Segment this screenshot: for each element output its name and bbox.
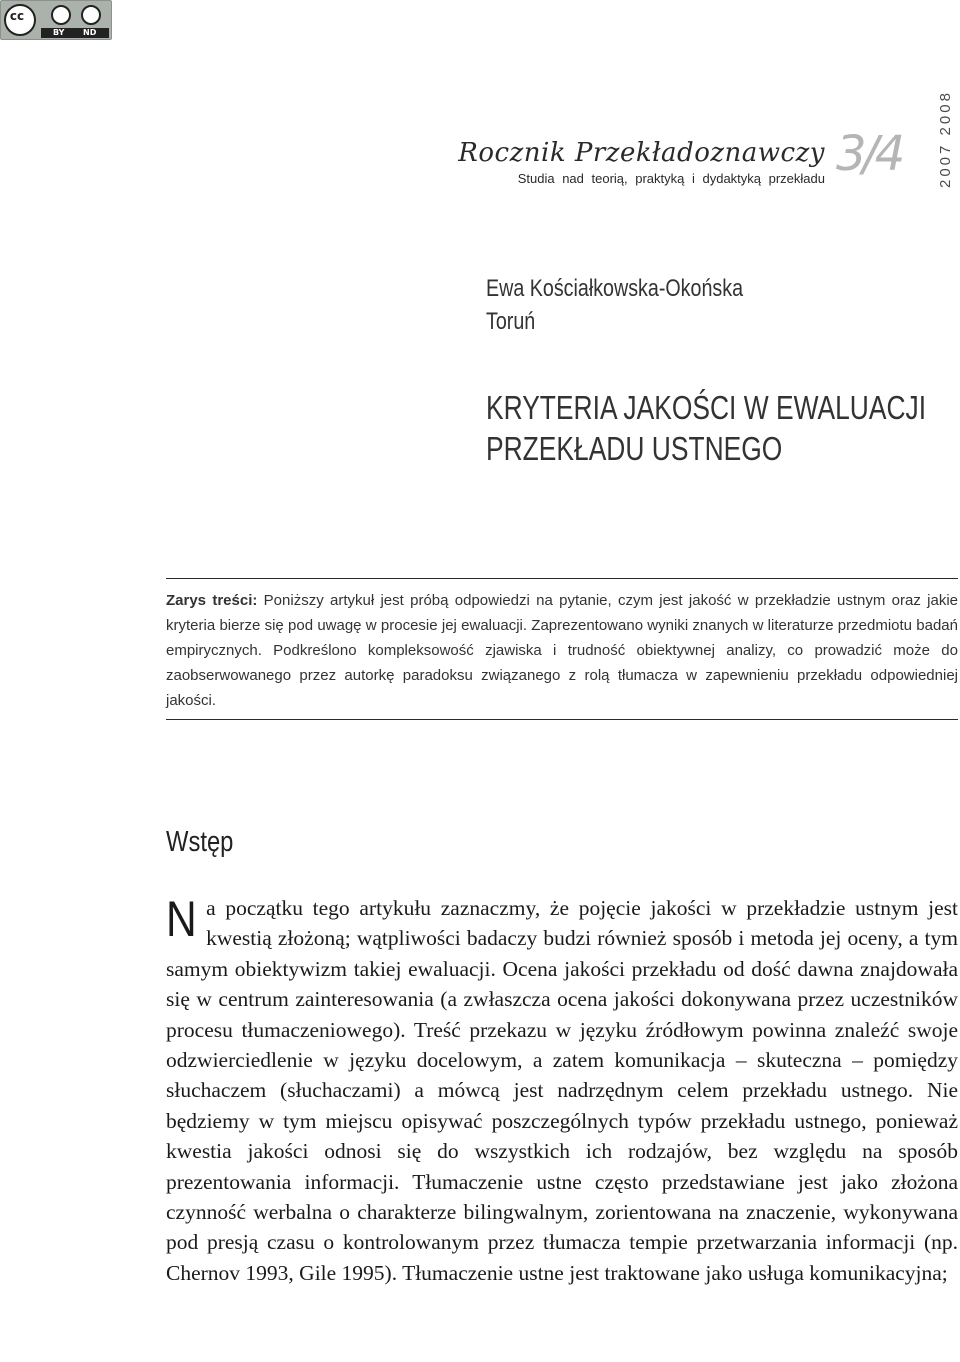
journal-subtitle: Studia nad teorią, praktyką i dydaktyką przekładu [517,171,825,186]
abstract [166,588,958,713]
abstract-bottom-rule [166,719,958,720]
abstract-text: Poniższy artykuł jest próbą odpowiedzi na pytanie, czym jest jakość w przekładzie ustnym oraz jakie kryteria bierze się pod uwagę w procesie jej ewaluacji. Zaprezentowano wyniki znanych w literaturze przedmiotu badań empirycznych. Podkreślono kompleksowość zjawiska i trudność obiektywnej analizy, co prowadzić może do zaobserwowanego przez autorkę paradoksu związanego z rolą tłumacza w zapewnieniu przekładu odpowiedniej jakości. [166,592,959,709]
abstract-top-rule [166,578,958,579]
author-block [486,272,743,338]
body-paragraph-text: a początku tego artykułu zaznaczmy, że pojęcie jakości w przekładzie ustnym jest kwestią złożoną; wątpliwości badaczy budzi również sposób i metoda jej oceny, a tym samym obiektywizm takiej ewaluacji. Ocena jakości przekładu od dość dawna znajdowała się w centrum zainteresowania (a zwłaszcza ocena jakości dokonywana przez uczestników procesu tłumaczeniowego). Treść przekazu w języku źródłowym powinna znaleźć swoje odzwierciedlenie w języku docelowym, a zatem komunikacja – skuteczna – pomiędzy słuchaczem (słuchaczami) a mówcą jest nadrzędnym celem przekładu ustnego. Nie będziemy w tym miejscu opisywać poszczególnych typów przekładu ustnego, ponieważ kwestia jakości odnosi się do wszystkich ich rodzajów, bez względu na sposób prezentowania informacji. Tłumaczenie ustne często przedstawiane jest jako złożona czynność werbalna o charakterze bilingwalnym, zorientowana na znaczenie, wykonywana pod presją czasu o kontrolowanym przez tłumacza tempie przetwarzania informacji (np. Chernov 1993, Gile 1995). Tłumaczenie ustne jest traktowane jako usługa komunikacyjna; [166,896,958,1285]
section-heading: Wstęp [166,826,234,858]
abstract-label: Zarys treści: [166,592,258,609]
article-title-line-2: PRZEKŁADU USTNEGO [486,430,783,467]
license-by-label: BY [53,28,65,37]
license-label-bar [41,28,109,38]
journal-title: Rocznik Przekładoznawczy [458,138,825,168]
license-nd-label: ND [83,28,97,37]
no-derivatives-equals-icon [81,5,101,25]
author-name: Ewa Kościałkowska-Okońska [486,275,744,302]
issue-number: 3/4 [836,126,902,182]
body-paragraph [166,893,958,1288]
drop-cap: N [166,891,197,947]
author-affiliation: Toruń [486,308,536,335]
cc-logo-text: cc [9,9,25,23]
article-title-line-1: KRYTERIA JAKOŚCI W EWALUACJI [486,389,927,426]
attribution-person-icon [51,5,71,25]
license-badge [0,0,112,40]
journal-years: 2007 2008 [937,90,954,188]
article-title [486,387,926,469]
